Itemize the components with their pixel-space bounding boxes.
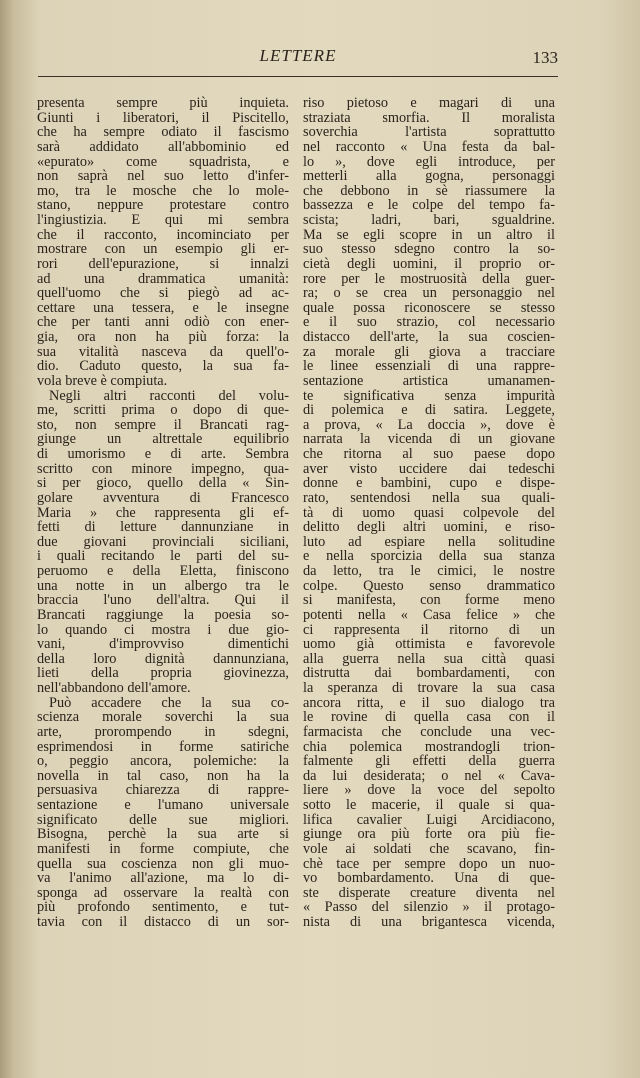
- text-line: novella in tal caso, non ha la: [37, 768, 289, 784]
- text-line: si per gioco, quello della « Sin-: [37, 476, 289, 491]
- text-line: uomo già ottimista e favorevole: [303, 637, 555, 652]
- text-line: giunge ora più forte ora più fie-: [303, 827, 555, 842]
- text-line: scista; ladri, bari, sgualdrine.: [303, 213, 555, 228]
- text-line: dio. Caduto questo, la sua fa-: [37, 359, 289, 374]
- text-line: rore per le mostruosità della guer-: [303, 271, 555, 287]
- text-line: le rovine di quella casa con il: [303, 710, 555, 725]
- header-rule: [38, 76, 558, 77]
- text-line: che il racconto, incominciato per: [37, 227, 289, 243]
- text-line: potenti nella « Casa felice » che: [303, 607, 555, 623]
- text-line: stano, neppure protestare contro: [37, 198, 289, 213]
- text-line: due giovani provinciali siciliani,: [37, 534, 289, 550]
- text-line: falmente gli effetti della guerra: [303, 754, 555, 769]
- text-line: fetti di letture dannunziane in: [37, 520, 289, 535]
- text-line: una notte in un albergo tra le: [37, 578, 289, 594]
- running-title: LETTERE: [259, 46, 337, 65]
- page-header: [38, 46, 558, 76]
- text-line: o, peggio ancora, polemiche: la: [37, 754, 289, 769]
- text-line: sto, non sempre il Brancati rag-: [37, 417, 289, 433]
- text-line: lieti della propria giovinezza,: [37, 666, 289, 681]
- text-line: la speranza di trovare la sua casa: [303, 681, 555, 696]
- text-line: Negli altri racconti del volu-: [49, 388, 289, 404]
- text-line: chè tace per sempre dopo un nuo-: [303, 856, 555, 872]
- text-line: lifica cavalier Luigi Arcidiacono,: [303, 812, 555, 828]
- text-line: quella sua coscienza non gli muo-: [37, 856, 289, 872]
- text-line: a prova, « La doccia », dove è: [303, 417, 555, 433]
- text-line: da letto, tra le cimici, le nostre: [303, 564, 555, 579]
- text-line: sotto le macerie, il quale si qua-: [303, 798, 555, 813]
- text-line: farmacista che conclude una vec-: [303, 724, 555, 740]
- text-line: quale possa riconoscere se stesso: [303, 300, 555, 316]
- text-line: che per tanti anni odiò con ener-: [37, 315, 289, 330]
- text-line: suo stesso sdegno contro la so-: [303, 242, 555, 257]
- text-line: significato delle sue migliori.: [37, 812, 289, 828]
- text-line: peruomo e della Eletta, finiscono: [37, 564, 289, 579]
- text-line: sentazione e l'umano universale: [37, 798, 289, 813]
- text-line: e nella sporcizia della sua stanza: [303, 549, 555, 564]
- text-line: mostrare con un esempio gli er-: [37, 242, 289, 257]
- text-line: persuasiva chiarezza di rappre-: [37, 783, 289, 798]
- text-line: ra; o se crea un personaggio nel: [303, 286, 555, 301]
- text-line: esprimendosi in forme satiriche: [37, 739, 289, 755]
- text-line: gia, ora non ha più forza: la: [37, 330, 289, 345]
- text-line: rori dell'epurazione, si innalzi: [37, 256, 289, 272]
- text-line: Maria » che rappresenta gli ef-: [37, 505, 289, 521]
- right-text-column: [303, 96, 555, 930]
- text-line: non saprà nel suo letto d'infer-: [37, 169, 289, 184]
- text-line: nell'abbandono dell'amore.: [37, 681, 191, 696]
- text-line: vola breve è compiuta.: [37, 373, 168, 389]
- text-line: sentazione artistica umanamen-: [303, 373, 555, 389]
- text-line: vani, d'improvviso dimentichi: [37, 637, 289, 652]
- text-line: alla guerra nella sua città quasi: [303, 651, 555, 667]
- text-line: liere » dove la voce del sepolto: [303, 783, 555, 798]
- text-line: me, scritti prima o dopo di que-: [37, 403, 289, 418]
- text-line: quell'uomo che si piegò ad ac-: [37, 286, 289, 301]
- text-line: ad una drammatica umanità:: [37, 271, 289, 287]
- text-line: metterli alla gogna, personaggi: [303, 169, 555, 184]
- text-line: di polemica e di satira. Leggete,: [303, 403, 555, 418]
- text-line: braccia l'uno dell'altra. Qui il: [37, 593, 289, 608]
- text-line: soverchia l'artista soprattutto: [303, 125, 555, 140]
- text-line: manifesti in forme compiute, che: [37, 841, 289, 857]
- text-line: te significativa senza impurità: [303, 388, 555, 404]
- text-line: vo bombardamento. Una di que-: [303, 871, 555, 886]
- text-line: nista di una brigantesca vicenda,: [303, 915, 555, 930]
- text-line: distacco dell'arte, la sua coscien-: [303, 330, 555, 345]
- text-line: lo », dove egli introduce, per: [303, 154, 555, 170]
- text-line: della loro dignità dannunziana,: [37, 651, 289, 667]
- text-line: le linee essenziali di una rappre-: [303, 359, 555, 374]
- text-line: chia polemica mostrandogli trion-: [303, 739, 555, 755]
- text-line: straziata smorfia. Il moralista: [303, 110, 555, 126]
- text-line: distrutta dai bombardamenti, con: [303, 666, 555, 681]
- text-line: « Passo del silenzio » il protago-: [303, 900, 555, 915]
- text-line: scienza morale soverchi la sua: [37, 710, 289, 725]
- text-line: luto ad espiare nella solitudine: [303, 534, 555, 550]
- text-line: za morale gli giova a tracciare: [303, 344, 555, 360]
- text-line: lo quando ci mostra i due gio-: [37, 622, 289, 638]
- text-line: golare avventura di Francesco: [37, 490, 289, 506]
- text-line: di umorismo e di arte. Sembra: [37, 447, 289, 462]
- text-line: delitto degli altri uomini, e riso-: [303, 520, 555, 535]
- text-line: donne e bambini, cupo e dispe-: [303, 476, 555, 491]
- left-text-column: [37, 96, 289, 930]
- text-line: sarà addidato all'abbominio ed: [37, 139, 289, 155]
- text-line: bassezza e le colpe del tempo fa-: [303, 198, 555, 213]
- text-line: riso pietoso e magari di una: [303, 96, 555, 111]
- text-line: Giunti i liberatori, il Piscitello,: [37, 110, 289, 126]
- text-line: scritto con minore impegno, qua-: [37, 461, 289, 477]
- text-line: «epurato» come squadrista, e: [37, 154, 289, 170]
- text-line: arte, prorompendo in sdegni,: [37, 724, 289, 740]
- text-line: più profondo sentimento, e tut-: [37, 900, 289, 915]
- text-line: va l'animo all'azione, ma lo di-: [37, 871, 289, 886]
- text-line: Può accadere che la sua co-: [49, 695, 289, 711]
- text-line: Bisogna, perchè la sua arte si: [37, 827, 289, 842]
- text-line: giunge un altrettale equilibrio: [37, 432, 289, 447]
- text-line: ste disperate creature diventa nel: [303, 885, 555, 901]
- text-line: aver visto uccidere dai tedeschi: [303, 461, 555, 477]
- text-line: tavia con il distacco di un sor-: [37, 915, 289, 930]
- text-line: da lui desiderata; o nel « Cava-: [303, 768, 555, 784]
- text-line: narrata la vicenda di un giovane: [303, 432, 555, 447]
- text-line: che ritorna al suo paese dopo: [303, 447, 555, 462]
- text-line: mo, tra le mosche che lo mole-: [37, 183, 289, 199]
- text-line: vole ai soldati che scavano, fin-: [303, 841, 555, 857]
- text-line: rato, sentendosi nella sua quali-: [303, 490, 555, 506]
- text-line: sua vitalità nasceva da quell'o-: [37, 344, 289, 360]
- text-line: che debbono in sè riassumere la: [303, 183, 555, 199]
- text-line: nel racconto « Una festa da bal-: [303, 139, 555, 155]
- text-line: Ma se egli scopre in un altro il: [303, 227, 555, 243]
- text-line: sponga ad osservare la realtà con: [37, 885, 289, 901]
- text-line: presenta sempre più inquieta.: [37, 96, 289, 111]
- text-line: si manifesta, con forme meno: [303, 593, 555, 608]
- text-line: ci rappresenta il ritorno di un: [303, 622, 555, 638]
- text-line: colpe. Questo senso drammatico: [303, 578, 555, 594]
- text-line: cietà degli uomini, il proprio or-: [303, 256, 555, 272]
- text-line: Brancati raggiunge la poesia so-: [37, 607, 289, 623]
- text-line: i quali recitando le parti del su-: [37, 549, 289, 564]
- text-line: che ha sempre odiato il fascismo: [37, 125, 289, 140]
- text-line: l'ingiustizia. E qui mi sembra: [37, 213, 289, 228]
- text-line: ancora ritta, e il suo dialogo tra: [303, 695, 555, 711]
- text-line: tà di uomo quasi colpevole del: [303, 505, 555, 521]
- text-line: e il suo strazio, col necessario: [303, 315, 555, 330]
- page-number: 133: [532, 48, 558, 67]
- text-line: cettare una tessera, e le insegne: [37, 300, 289, 316]
